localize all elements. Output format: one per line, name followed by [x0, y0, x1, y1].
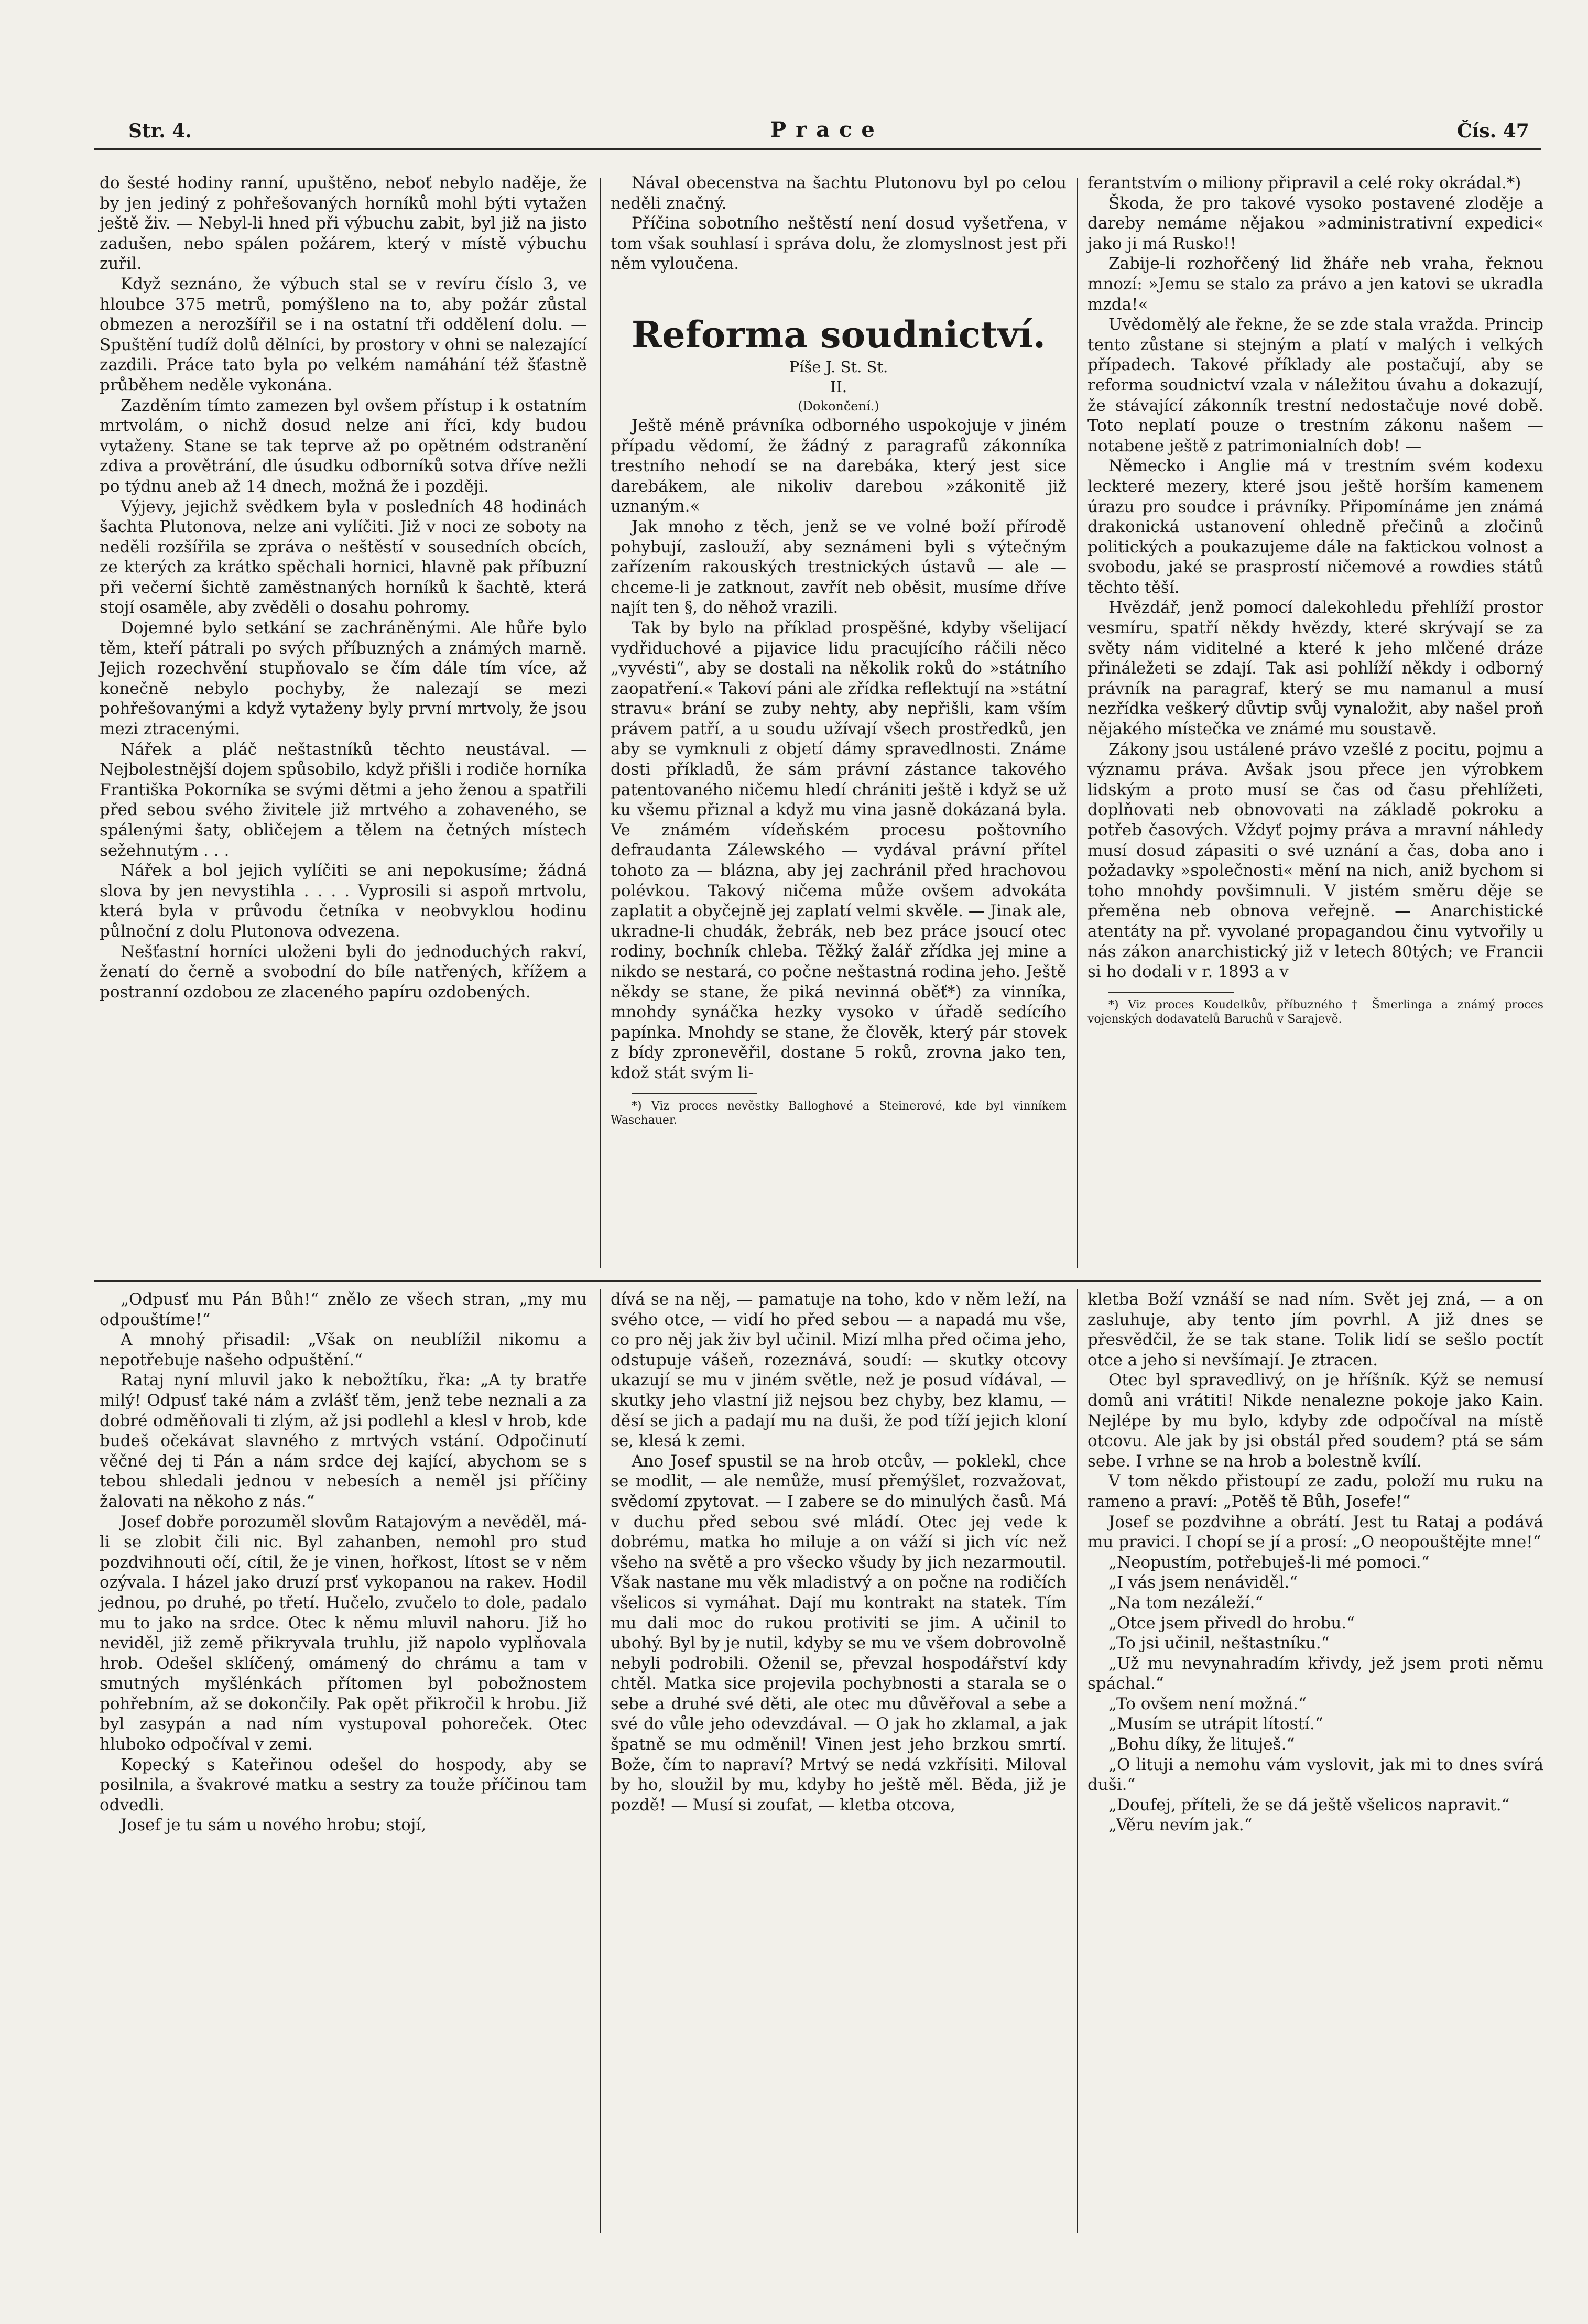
dialogue-line: „Doufej, příteli, že se dá ještě všelicos napravit.“	[1108, 1795, 1510, 1815]
issue-number: Čís. 47	[1457, 120, 1529, 142]
paragraph: Příčina sobotního neštěstí není dosud vyšetřena, v tom však souhlasí i správa dolu, že zlomyslnost jest při něm vyloučena.	[611, 214, 1067, 274]
footnote: *) Viz proces nevěstky Balloghové a Steinerové, kde byl vinníkem Waschauer.	[611, 1099, 1067, 1127]
paragraph: Nářek a bol jejich vylíčiti se ani nepokusíme; žádná slova by jen nevystihla . . . . Vyprosili si aspoň mrtvolu, která byla v průvodu četníka v neobvyklou hodinu půlnoční z dolu Plutonova odvezena.	[100, 861, 587, 941]
paragraph: Josef se pozdvihne a obrátí. Jest tu Rataj a podává mu pravici. I chopí se jí a prosí: „O neopouštějte mne!“	[1087, 1512, 1543, 1552]
bottom-column-2	[611, 1289, 1067, 1815]
column-rule-2	[1077, 178, 1078, 1268]
footnote: *) Viz proces Koudelkův, příbuzného † Šmerlinga a známý proces vojenských dodavatelů Baruchů v Sarajevě.	[1087, 998, 1543, 1026]
article-byline: Píše J. St. St.	[789, 357, 888, 376]
column-rule-1	[600, 178, 601, 1268]
footnote-rule	[1108, 992, 1234, 993]
dialogue-line: „Otce jsem přivedl do hrobu.“	[1108, 1613, 1355, 1633]
dialogue-line: „Musím se utrápit lítostí.“	[1108, 1714, 1323, 1734]
paragraph: Kopecký s Kateřinou odešel do hospody, aby se posilnila, a švakrové matku a sestry za touže příčinou tam odvedli.	[100, 1755, 587, 1815]
section-rule	[94, 1280, 1541, 1282]
paragraph: Zazděním tímto zamezen byl ovšem přístup i k ostatním mrtvolám, o nichž dosud nelze ani říci, kdy budou vytaženy. Stane se tak teprve až po opětném odstranění zdiva a provětrání, dle úsudku odborníků sotva dříve nežli po týdnu aneb až 14 dnech, možná že i později.	[100, 396, 587, 496]
newspaper-title: Prace	[770, 117, 884, 142]
dialogue-line: „To jsi učinil, neštastníku.“	[1108, 1634, 1330, 1653]
paragraph: „Odpusť mu Pán Bůh!“ znělo ze všech stran, „my mu odpouštíme!“	[100, 1290, 587, 1329]
dialogue-line: „O lituji a nemohu vám vyslovit, jak mi to dnes svírá duši.“	[1087, 1755, 1543, 1795]
paragraph: Hvězdář, jenž pomocí dalekohledu přehlíží prostor vesmíru, spatří někdy hvězdy, které skrývají se za světy nám viditelné a které k jeho mlčené dráze přináležeti se zdají. Tak asi pohlíží někdy i odborný právník na paragraf, který se mu namanul a musí nezřídka veškerý důvtip svůj vynaložit, aby našel proň nějakého místečka ve známé mu soustavě.	[1087, 598, 1543, 739]
paragraph: Zabije-li rozhořčený lid žháře neb vraha, řeknou mnozí: »Jemu se stalo za právo a jen katovi se ukradla mzda!«	[1087, 254, 1543, 314]
page-number: Str. 4.	[128, 120, 192, 142]
paragraph: Když seznáno, že výbuch stal se v revíru číslo 3, ve hloubce 375 metrů, pomýšleno na to, aby požár zůstal obmezen a nerozšířil se i na ostatní tři oddělení dolu. — Spuštění tudíž dolů dělníci, by prostory v ohni se nalezající zazdili. Práce tato byla po velkém namáhání též šťastně průběhem neděle vykonána.	[100, 274, 587, 395]
paragraph: Výjevy, jejichž svědkem byla v posledních 48 hodinách šachta Plutonova, nelze ani vylíčiti. Již v noci ze soboty na neděli rozšířila se zpráva o neštěstí v sousedních obcích, ze kterých za krátko spěchali hornici, hlavně pak příbuzní při večerní šichtě zaměstnaných horníků k šachtě, která stojí osaměle, aby zvěděli o dosahu pohromy.	[100, 497, 587, 617]
paragraph: do šesté hodiny ranní, upuštěno, neboť nebylo naděje, že by jen jediný z pohřešovaných horníků mohl býti vytažen ještě živ. — Nebyl-li hned při výbuchu zabit, byl již na jisto zadušen, nebo spálen požárem, který v místě výbuchu zuřil.	[100, 173, 587, 274]
paragraph: A mnohý přisadil: „Však on neublížil nikomu a nepotřebuje našeho odpuštění.“	[100, 1330, 587, 1370]
header-rule	[94, 148, 1541, 150]
dialogue-line: „Už mu nevynahradím křivdy, jež jsem proti němu spáchal.“	[1087, 1654, 1543, 1693]
paragraph: Zákony jsou ustálené právo vzešlé z pocitu, pojmu a významu práva. Avšak jsou přece jen výrobkem lidským a proto musí se čas od času přehlížeti, doplňovati neb obnovovati na základě pokroku a potřeb časových. Vždyť pojmy práva a mravní náhledy musí dosud zápasiti o své uznání a čas, doba ano i požadavky »společnosti« mění na nich, aniž bychom si toho mnohdy povšimnuli. V jistém směru děje se přeměna neb obnova veřejně. — Anarchistické atentáty na př. vyvolané propagandou činu vytvořily u nás zákon anarchistický již v letech 80tých; ve Francii si ho dodali v r. 1893 a v	[1087, 740, 1543, 982]
paragraph: ferantstvím o miliony připravil a celé roky okrádal.*)	[1087, 173, 1521, 192]
paragraph: Ještě méně právníka odborného uspokojuje v jiném případu vědomí, že žádný z paragrafů zákonníka trestního nehodí se na darebáka, který jest sice darebákem, ale nikoliv darebou »zákonitě již uznaným.«	[611, 416, 1067, 516]
dialogue-line: „Věru nevím jak.“	[1108, 1816, 1253, 1835]
paragraph: Ano Josef spustil se na hrob otcův, — poklekl, chce se modlit, — ale nemůže, musí přemýšlet, rozvažovat, svědomí zpytovat. — I zabere se do minulých časů. Má v duchu před sebou své mládí. Otec jej vede k dobrému, matka ho miluje a on váží si jich víc než všeho na světě a pro všecko všudy by jich nezarmoutil. Však nastane mu věk mladistvý a on počne na rodičích všelicos si vymáhat. Dají mu kontrakt na statek. Tím mu dali moc do rukou protiviti se jim. A učinil to ubohý. Byl by je nutil, kdyby se mu ve všem dobrovolně nebyli podrobili. Oženil se, převzal hospodářství kdy chtěl. Matka sice projevila pochybnosti a starala se o sebe a druhé své děti, ale otec mu důvěřoval a sebe a své do vůle jeho odevzdával. — O jak ho zklamal, a jak špatně se mu odměnil! Vinen jest jeho brzkou smrtí. Bože, čím to napraví? Mrtvý se nedá vzkřísiti. Miloval by ho, sloužil by mu, kdyby ho ještě měl. Běda, již je pozdě! — Musí si zoufat, — kletba otcova,	[611, 1451, 1067, 1815]
article-concluded: (Dokončení.)	[798, 398, 879, 414]
dialogue-line: „Bohu díky, že lituješ.“	[1108, 1735, 1295, 1754]
column-rule-4	[1077, 1289, 1078, 2233]
bottom-column-1	[100, 1289, 587, 1836]
footnote-rule	[632, 1093, 757, 1094]
top-column-1	[100, 173, 587, 1002]
paragraph: Nával obecenstva na šachtu Plutonovu byl po celou neděli značný.	[611, 173, 1067, 213]
paragraph: Německo i Anglie má v trestním svém kodexu leckteré mezery, které jsou ještě horším kamenem úrazu pro soudce i právníky. Připomínáme jen známá drakonická ustanovení ohledně přečinů a zločinů politických a poukazujeme dále na faktickou volnost a svobodu, jaké se prasprostí ničemové a rowdies států těchto těší.	[1087, 457, 1543, 597]
paragraph: dívá se na něj, — pamatuje na toho, kdo v něm leží, na svého otce, — vidí ho před sebou — a napadá mu vše, co pro něj jak živ byl učinil. Mizí mlha před očima jeho, odstupuje vášeň, rozeznává, soudí: — skutky otcovy ukazují se mu v jiném světle, než je posud vídával, — skutky jeho vlastní již nejsou bez chyby, bez klamu, — děsí se jich a padají mu na duši, že pod tíží jejich kloní se, klesá k zemi.	[611, 1290, 1067, 1451]
article-part: II.	[830, 377, 847, 396]
dialogue-line: „Neopustím, potřebuješ-li mé pomoci.“	[1108, 1552, 1430, 1572]
paragraph: kletba Boží vznáší se nad ním. Svět jej zná, — a on zasluhuje, aby tento jím povrhl. A již dnes se přesvědčil, že se tak stane. Tolik lidí se sešlo poctít otce a jeho si nevšímají. Je ztracen.	[1087, 1290, 1543, 1370]
paragraph: Škoda, že pro takové vysoko postavené zloděje a dareby nemáme nějakou »administrativní expedici« jako ji má Rusko!!	[1087, 193, 1543, 253]
top-column-2	[611, 173, 1067, 1127]
paragraph: Uvědomělý ale řekne, že se zde stala vražda. Princip tento zůstane si stejným a platí v malých i velkých případech. Takové příklady ale postačují, aby se reforma soudnictví vzala v náležitou úvahu a dokazují, že stávající zákonník trestní nedostačuje nové době. Toto neplatí pouze o trestním zákonu našem — notabene ještě z patrimonialních dob! —	[1087, 315, 1543, 455]
column-rule-3	[600, 1289, 601, 2233]
paragraph: Otec byl spravedlivý, on je hříšník. Kýž se nemusí domů ani vrátiti! Nikde nenalezne pokoje jako Kain. Nejlépe by mu bylo, kdyby zde odpočíval na místě otcovu. Ale jak by jsi obstál před soudem? ptá se sám sebe. I vrhne se na hrob a bolestně kvílí.	[1087, 1371, 1543, 1471]
paragraph: Josef dobře porozuměl slovům Ratajovým a nevěděl, má-li se zlobit čili nic. Byl zahanben, nemohl pro stud pozdvihnouti očí, cítil, že je vinen, hořkost, lítost se v něm ozývala. I házel jako druzí prsť vykopanou na rakev. Hodil jednou, po druhé, po třetí. Hučelo, zvučelo to dole, padalo mu to jako na srdce. Otec k němu mluvil nahoru. Již ho neviděl, již země přikryvala truhlu, již napolo vyplňovala hrob. Odešel sklíčený, omámený do chrámu a tam v smutných myšlénkách přítomen byl pobožnostem pohřebním, až se dokončily. Pak opět přikročil k hrobu. Již byl zasypán a nad ním vystupoval pohoreček. Otec hluboko odpočíval v zemi.	[100, 1512, 587, 1754]
paragraph: Rataj nyní mluvil jako k nebožtíku, řka: „A ty bratře milý! Odpusť také nám a zvlášť těm, jenž tebe neznali a za dobré odměňovali ti zlým, až jsi podlehl a klesl v hrob, kde budeš očekávat slavného z mrtvých vstání. Odpočinutí věčné dej ti Pán a nám srdce dej kající, abychom se s tebou shledali jednou v nebesích a neměl jsi příčiny žalovati na někoho z nás.“	[100, 1371, 587, 1511]
dialogue-line: „I vás jsem nenáviděl.“	[1108, 1573, 1298, 1592]
paragraph: Nešťastní horníci uloženi byli do jednoduchých rakví, ženatí do černě a svobodní do bíle natřených, křížem a postranní ozdobou ze zlaceného papíru ozdobených.	[100, 942, 587, 1002]
paragraph: Tak by bylo na příklad prospěšné, kdyby všelijací vydřiduchové a pijavice lidu pracujícího ráčili něco „vyvésti“, aby se dostali na několik roků do »státního zaopatření.« Takoví páni ale zřídka reflektují na »státní stravu« brání se zuby nehty, aby nepřišli, kam vším právem patří, a u soudu užívají všech prostředků, jen aby se vymknuli z objetí dámy spravedlnosti. Známe dosti příkladů, že sám právní zástance takového patentovaného ničemu hledí chrániti ještě i když se už ku všemu přiznal a když mu vina jasně dokázaná byla. Ve známém vídeňském procesu poštovního defraudanta Zálewského — vydával právní přítel tohoto za — blázna, aby jej zachránil před hrachovou polévkou. Takový ničema může ovšem advokáta zaplatit a obyčejně jej zaplatí velmi skvěle. — Jinak ale, ukradne-li chudák, žebrák, neb bez práce jsoucí otec rodiny, bochník chleba. Těžký žalář zřídka jej mine a nikdo se nestará, co počne neštastná rodina jeho. Ještě někdy se stane, že piká nevinná oběť*) za vinníka, mnohdy synáčka hezky vysoko v úřadě sedícího papínka. Mnohdy se stane, že člověk, který pár stovek z bídy zpronevěřil, dostane 5 roků, zrovna jako ten, kdož stát svým li-	[611, 618, 1067, 1082]
paragraph: V tom někdo přistoupí ze zadu, položí mu ruku na rameno a praví: „Potěš tě Bůh, Josefe!“	[1087, 1472, 1543, 1511]
dialogue-line: „To ovšem není možná.“	[1108, 1694, 1307, 1713]
paragraph: Jak mnoho z těch, jenž se ve volné boží přírodě pohybují, zaslouží, aby seznámeni byli s výtečným zařízením rakouských trestnických ústavů — ale — chceme-li je zatknout, zavřít neb oběsit, musíme dříve najít ten §, do něhož vrazili.	[611, 517, 1067, 617]
paragraph: Dojemné bylo setkání se zachráněnými. Ale hůře bylo těm, kteří pátrali po svých příbuzných a známých marně. Jejich rozechvění stupňovalo se čím dále tím více, až konečně nebylo pochyby, že nalezají se mezi pohřešovanými a když vytaženy byly první mrtvoly, že jsou mezi ztracenými.	[100, 618, 587, 739]
bottom-column-3	[1087, 1289, 1543, 1836]
paragraph: Nářek a pláč neštastníků těchto neustával. — Nejbolestnější dojem spůsobilo, když přišli i rodiče horníka Františka Pokorníka se svými dětmi a jeho ženou a spatřili před sebou svého živitele již mrtvého a zohaveného, se spálenými šaty, obličejem a tělem na četných místech sežehnutým . . .	[100, 740, 587, 860]
paragraph: Josef je tu sám u nového hrobu; stojí,	[121, 1816, 427, 1835]
dialogue-line: „Na tom nezáleží.“	[1108, 1593, 1264, 1612]
article-title: Reforma soudnictví.	[631, 312, 1046, 356]
top-column-3	[1087, 173, 1543, 1026]
